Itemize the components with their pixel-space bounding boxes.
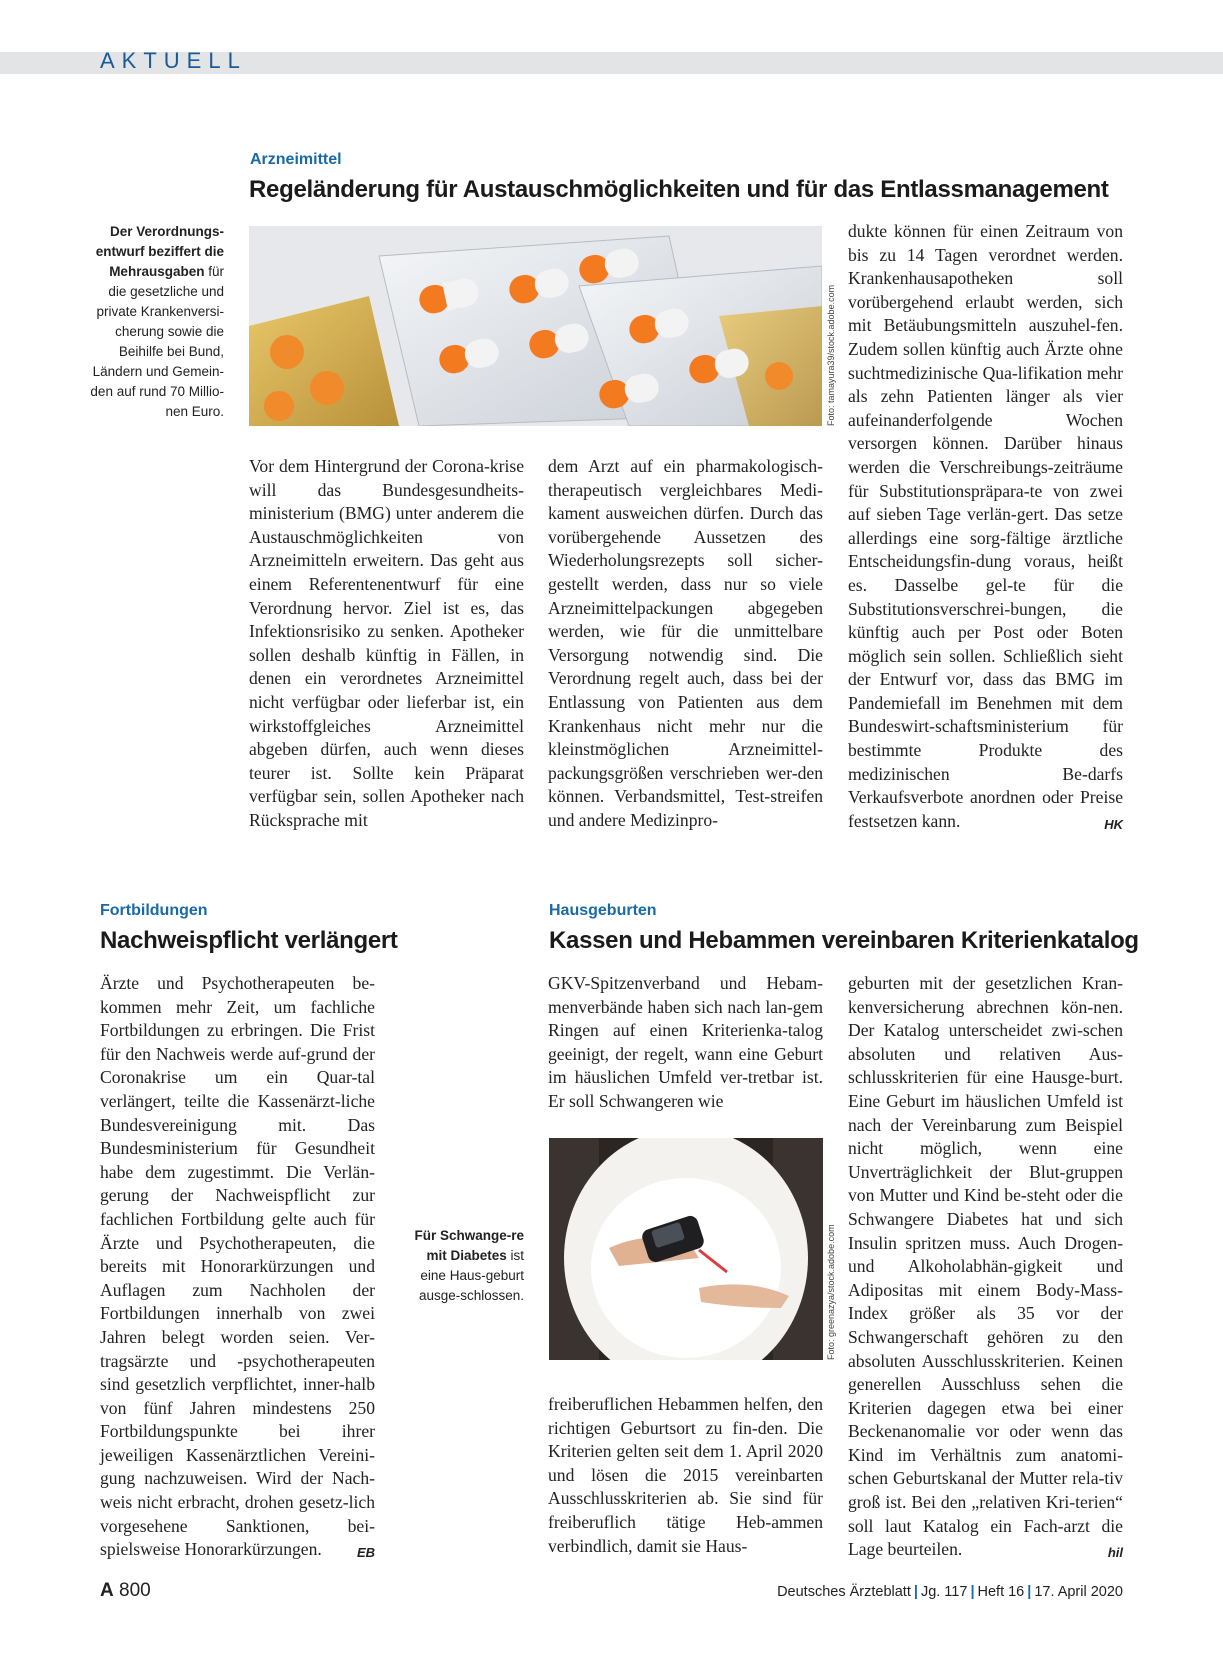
article1-author: HK (1104, 816, 1123, 832)
article3-headline: Kassen und Hebammen vereinbaren Kriterienkatalog (549, 927, 1139, 954)
article2-headline: Nachweispflicht verlängert (100, 927, 398, 954)
article3-kicker: Hausgeburten (549, 902, 657, 919)
article3-column-2-text: geburten mit der gesetzlichen Kran-kenversicherung abrechnen kön-nen. Der Katalog unterscheidet zwi-schen absoluten und relativen Aus-schlusskriterien für eine Hausge-burt. Eine Geburt im häuslichen Umfeld ist nach der Vereinbarung zum Beispiel nicht möglich, wenn eine Unverträglichkeit der Blut-gruppen von Mutter und Kind be-steht oder die Schwangere Diabetes hat und sich Insulin spritzen muss. Auch Drogen- und Alkoholabhän-gigkeit und Adipositas mit einem Body-Mass-Index größer als 35 vor der Schwangerschaft gehören zu den absoluten Ausschlusskriterien. Keinen generellen Ausschluss sehen die Kriterien dagegen etwa bei einer Beckenanomalie vor oder wenn das Kind im Verhältnis zum anatomi-schen Geburtskanal der Mutter rela-tiv groß ist. Bei den „relativen Kri-terien“ soll laut Katalog ein Fach-arzt die Lage beurteilen. (848, 973, 1123, 1560)
article2-author: EB (356, 1545, 375, 1561)
pills-photo (249, 226, 822, 426)
article2-body (100, 972, 375, 1565)
article3-caption-bold: Für Schwange-re mit Diabetes (414, 1228, 524, 1263)
footer-volume: Jg. 117 (920, 1584, 968, 1600)
article1-headline: Regeländerung für Austauschmöglichkeiten und für das Entlassmanagement (249, 176, 1109, 203)
page-number-value: 800 (119, 1580, 151, 1601)
footer-separator-1: | (913, 1584, 918, 1600)
article1-caption (88, 222, 224, 422)
pregnancy-illustration (549, 1138, 823, 1360)
article1-photo-credit: Foto: tamayura39/stock.adobe.com (826, 284, 836, 426)
article1-column-1: Vor dem Hintergrund der Corona-krise will das Bundesgesundheits-ministerium (BMG) unter anderem die Austauschmöglichkeiten von Arzneimitteln erweitern. Das geht aus einem Referentenentwurf für eine Verordnung hervor. Ziel ist es, das Infektionsrisiko zu senken. Apotheker sollen deshalb künftig in Fällen, in denen ein verordnetes Arzneimittel nicht verfügbar oder lieferbar ist, ein wirkstoffgleiches Arzneimittel abgeben dürfen, auch wenn dieses teurer ist. Sollte kein Präparat verfügbar sein, sollen Apotheker nach Rücksprache mit (249, 456, 524, 830)
footer-issue: Heft 16 (977, 1584, 1025, 1600)
footer-journal: Deutsches Ärzteblatt (777, 1584, 911, 1600)
page-prefix: A (100, 1580, 114, 1601)
article3-author: hil (1107, 1545, 1123, 1561)
pregnancy-photo (549, 1138, 823, 1360)
footer-date: 17. April 2020 (1034, 1584, 1123, 1600)
article2-kicker: Fortbildungen (100, 902, 208, 919)
article3-column-2 (848, 972, 1123, 1565)
article2-body-text: Ärzte und Psychotherapeuten be-kommen mehr Zeit, um fachliche Fortbildungen zu erbringen. Die Frist für den Nachweis werde auf-grund der Coronakrise um ein Quar-tal verlängert, teilte die Kassenärzt-liche Bundesvereinigung mit. Das Bundesministerium für Gesundheit habe dem zugestimmt. Die Verlän-gerung der Nachweispflicht zur fachlichen Fortbildung gelte auch für Ärzte und Psychotherapeuten, die bereits mit Honorarkürzungen und Auflagen zum Nachholen der Fortbildungen innerhalb von zwei Jahren belegt worden seien. Ver-tragsärzte und -psychotherapeuten sind gesetzlich verpflichtet, inner-halb von fünf Jahren mindestens 250 Fortbildungspunkte bei ihrer jeweiligen Kassenärztlichen Vereini-gung nachzuweisen. Wird der Nach-weis nicht erbracht, drohen gesetz-lich vorgesehene Sanktionen, bei-spielsweise Honorarkürzungen. (100, 973, 375, 1560)
article3-column-1-top: GKV-Spitzenverband und Hebam-menverbände haben sich nach lan-gem Ringen auf einen Kriterienka-talog geeinigt, der regelt, wann eine Geburt im häuslichen Umfeld ver-tretbar ist. Er soll Schwangeren wie (548, 973, 823, 1111)
section-label: AKTUELL (100, 48, 247, 73)
article3-caption (412, 1226, 524, 1306)
article3-photo-credit: Foto: greenazya/stock.adobe.com (826, 1224, 836, 1360)
article1-caption-bold: Der Verordnungs-entwurf beziffert die Mehrausgaben (95, 224, 224, 279)
footer-separator-3: | (1027, 1584, 1032, 1600)
article1-column-2: dem Arzt auf ein pharmakologisch-therapeutisch vergleichbares Medi-kament ausweichen dürfen. Durch das vorübergehende Aussetzen des Wiederholungsrezepts soll sicher-gestellt werden, dass nur so viele Arzneimittelpackungen abgegeben werden, wie für die unmittelbare Versorgung notwendig sind. Die Verordnung regelt auch, dass bei der Entlassung von Patienten aus dem Krankenhaus nicht mehr nur die kleinstmöglichen Arzneimittel-packungsgrößen verschrieben wer-den können. Verbandsmittel, Test-streifen und andere Medizinpro- (548, 456, 823, 830)
article3-caption-rest: ist eine Haus-geburt ausge-schlossen. (418, 1248, 524, 1303)
article1-caption-rest: für die gesetzliche und private Krankenversi-cherung sowie die Beihilfe bei Bund, Ländern und Gemein-den auf rund 70 Millio-nen Euro. (90, 264, 224, 419)
footer-citation (777, 1584, 1123, 1600)
article1-column-3 (848, 220, 1123, 836)
article3-column-1-bottom: freiberuflichen Hebammen helfen, den richtigen Geburtsort zu fin-den. Die Kriterien gelten seit dem 1. April 2020 und lösen die 2015 vereinbarten Ausschlusskriterien ab. Sie sind für freiberuflich tätige Heb-ammen verbindlich, damit sie Haus- (548, 1394, 823, 1556)
article1-column-3-text: dukte können für einen Zeitraum von bis zu 14 Tagen verordnet werden. Krankenhausapotheken soll vorübergehend erlaubt werden, sich mit Betäubungsmitteln auszuhel-fen. Zudem sollen künftig auch Ärzte ohne suchtmedizinische Qua-lifikation mehr als zehn Patienten länger als vier aufeinanderfolgende Wochen versorgen können. Darüber hinaus werden die Verschreibungs-zeiträume für Substitutionspräpara-te von zwei auf sieben Tage verlän-gert. Das setze allerdings eine sorg-fältige ärztliche Entscheidungsfin-dung voraus, heißt es. Dasselbe gel-te für die Substitutionsverschrei-bungen, die künftig auch per Post oder Boten möglich sein sollen. Schließlich sieht der Entwurf vor, dass das BMG im Pandemiefall im Benehmen mit dem Bundeswirt-schaftsministerium für bestimmte Produkte des medizinischen Be-darfs Verkaufsverbote anordnen oder Preise festsetzen kann. (848, 221, 1123, 831)
page-number (100, 1580, 151, 1602)
article1-kicker: Arzneimittel (250, 151, 342, 168)
footer-separator-2: | (970, 1584, 975, 1600)
pills-illustration (249, 226, 822, 426)
